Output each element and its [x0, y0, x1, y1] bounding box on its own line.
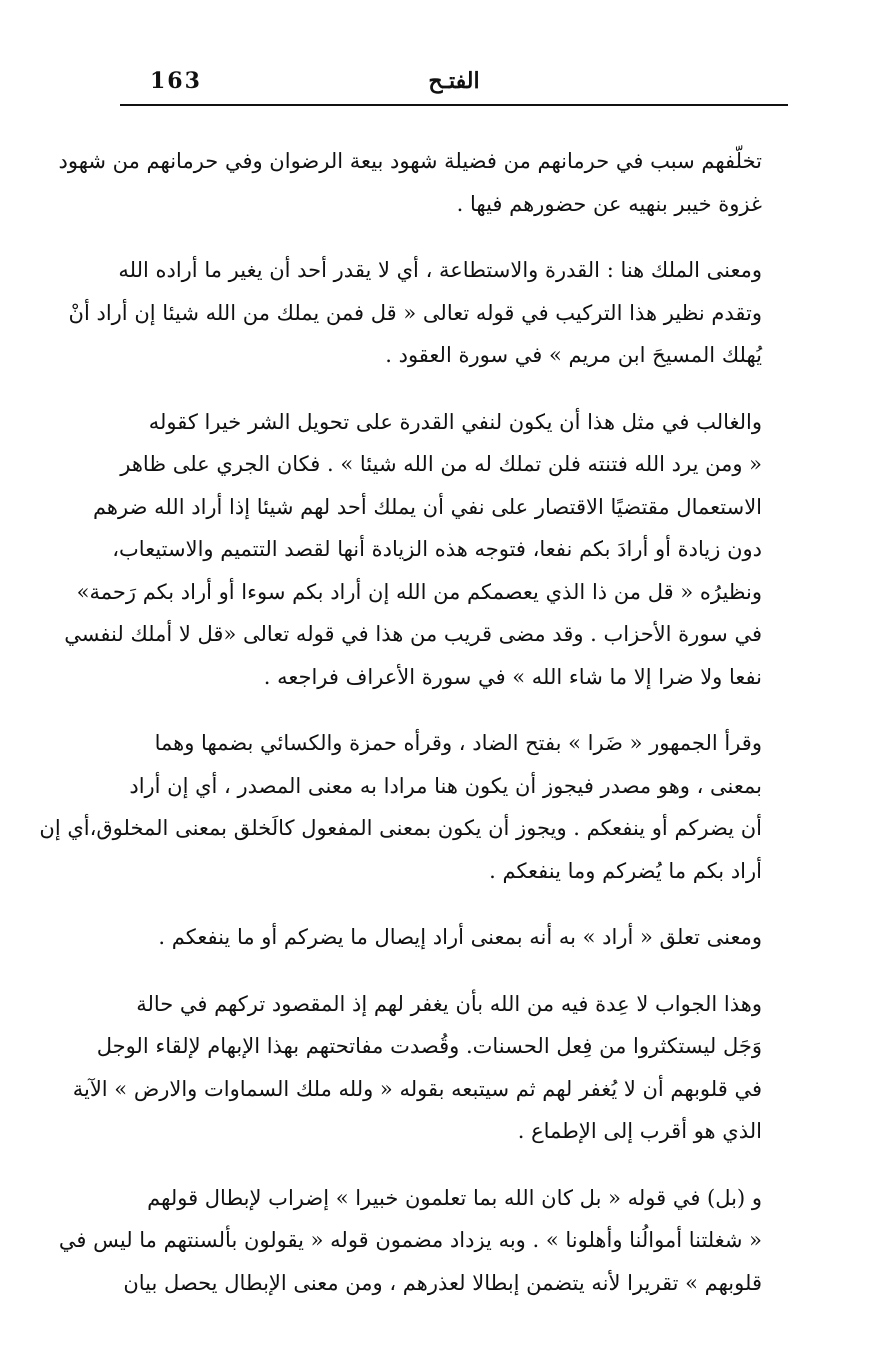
page-number: 163	[150, 68, 202, 94]
header-divider	[120, 104, 788, 106]
text-line: نفعا ولا ضرا إلا ما شاء الله » في سورة الأعراف فراجعه .	[263, 664, 762, 689]
text-line: الذي هو أقرب إلى الإطماع .	[517, 1119, 762, 1143]
paragraph-3	[64, 401, 788, 699]
text-line: في قلوبهم أن لا يُغفر لهم ثم سيتبعه بقوله « ولله ملك السماوات والارض » الآية	[72, 1076, 762, 1101]
text-line: والغالب في مثل هذا أن يكون لنفي القدرة على تحويل الشر خيرا كقوله	[148, 409, 762, 434]
text-line: يُهلك المسيحَ ابن مريم » في سورة العقود .	[385, 343, 762, 367]
paragraph-1	[58, 140, 788, 225]
text-line: في سورة الأحزاب . وقد مضى قريب من هذا في قوله تعالى «قل لا أملك لنفسي	[64, 622, 762, 646]
paragraph-2	[68, 249, 788, 377]
text-line: وَجَل ليستكثروا من فِعل الحسنات. وقُصدت مفاتحتهم بهذا الإبهام لإلقاء الوجل	[96, 1034, 762, 1058]
text-line: أن يضركم أو ينفعكم . ويجوز أن يكون بمعنى المفعول كالَخلق بمعنى المخلوق،أي إن	[39, 816, 762, 840]
text-line: ومعنى الملك هنا : القدرة والاستطاعة ، أي لا يقدر أحد أن يغير ما أراده الله	[118, 258, 762, 282]
text-line: وتقدم نظير هذا التركيب في قوله تعالى « قل فمن يملك من الله شيئا إن أراد أنْ	[68, 300, 762, 325]
text-line: دون زيادة أو أرادَ بكم نفعا، فتوجه هذه الزيادة أنها لقصد التتميم والاستيعاب،	[112, 537, 762, 561]
paragraph-5	[120, 916, 788, 959]
text-line: تخلّفهم سبب في حرمانهم من فضيلة شهود بيعة الرضوان وفي حرمانهم من شهود	[58, 149, 762, 173]
text-line: و (بل) في قوله « بل كان الله بما تعلمون خبيرا » إضراب لإبطال قولهم	[147, 1185, 762, 1210]
text-line: بمعنى ، وهو مصدر فيجوز أن يكون هنا مرادا به معنى المصدر ، أي إن أراد	[129, 773, 762, 798]
running-title: الفتـح	[428, 68, 480, 94]
paragraph-7	[58, 1177, 788, 1305]
paragraph-6	[72, 983, 788, 1153]
text-line: الاستعمال مقتضيًا الاقتصار على نفي أن يملك أحد لهم شيئا إذا أراد الله ضرهم	[92, 494, 762, 519]
body-text	[39, 140, 788, 1328]
paragraph-4	[39, 722, 788, 892]
text-line: « شغلتنا أموالُنا وأهلونا » . وبه يزداد مضمون قوله « يقولون بألسنتهم ما ليس في	[58, 1228, 762, 1252]
page-header	[120, 62, 788, 98]
text-line: أراد بكم ما يُضركم وما ينفعكم .	[489, 858, 762, 883]
text-line: ومعنى تعلق « أراد » به أنه بمعنى أراد إيصال ما يضركم أو ما ينفعكم .	[158, 925, 762, 949]
text-line: قلوبهم » تقريرا لأنه يتضمن إبطالا لعذرهم ، ومن معنى الإبطال يحصل بيان	[123, 1270, 762, 1295]
text-line: ونظيرُه « قل من ذا الذي يعصمكم من الله إن أراد بكم سوءا أو أراد بكم رَحمة»	[76, 579, 762, 604]
text-line: « ومن يرد الله فتنته فلن تملك له من الله شيئا » . فكان الجري على ظاهر	[120, 452, 762, 476]
text-line: غزوة خيبر بنهيه عن حضورهم فيها .	[456, 191, 762, 216]
text-line: وقرأ الجمهور « ضَرا » بفتح الضاد ، وقرأه حمزة والكسائي بضمها وهما	[154, 731, 762, 755]
text-line: وهذا الجواب لا عِدة فيه من الله بأن يغفر لهم إذ المقصود تركهم في حالة	[136, 991, 762, 1016]
